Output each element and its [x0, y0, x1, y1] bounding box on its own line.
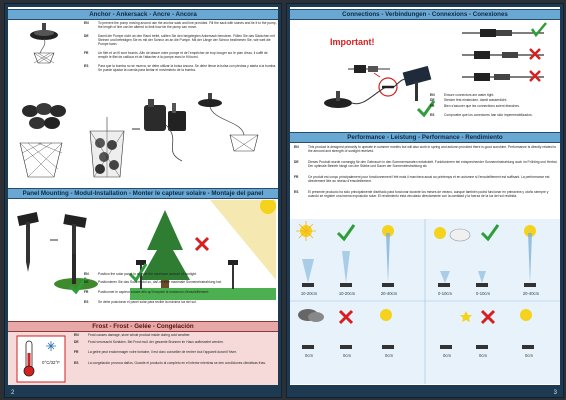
anchor-pump-illustration: [14, 23, 76, 65]
left-page-inner: [8, 7, 278, 385]
anchor-text-de: DE Damit die Pumpe nicht an den Rand treibt, sollten Sie den beigelegten Ankersack benutzen. Füllen Sie das Säckchen mit Steinen und befestigen Sie es mit der Schnur an an die Pumpe. Mit der Länge der Schnur bestimmen Sie, wie weit die Pumpe kann.: [84, 34, 275, 46]
height-label-6: 20-40cm: [522, 291, 540, 296]
thermometer-label: 0°C/32°F: [42, 360, 60, 365]
height-label-11: 0cm: [479, 353, 487, 358]
height-label-7: 0cm: [305, 353, 313, 358]
performance-text-en: EN This product is designed primarily to operate in summer months but will also work in spring and autumn provided there is good sunshine. Performance is directly related to the amount and strength of sunlight received.: [294, 145, 557, 153]
connections-text-en: EN Ensure connectors are water tight.: [430, 93, 495, 97]
height-label-1: 10-20cm: [300, 291, 318, 296]
important-label: Important!: [330, 37, 375, 47]
height-label-4: 0-10cm: [438, 291, 452, 296]
frost-text-fr: FR La gelée peut endommager votre fontaine, il est donc conseiller de rentrer tout l'appareil durant l'hiver.: [74, 350, 237, 354]
height-label-5: 0-10cm: [476, 291, 490, 296]
performance-text-es: ES El presente producto ha sido principalmente diseñado para funcionar durante los meses de verano, aunque también podrá funcionar en primavera y otoño siempre y cuando se registre una buena exposición solar. El rendimiento está vinculado directamente con la cantidad y la fuerza de la luz del sol recibida.: [294, 190, 549, 198]
connector-wrong-2: [462, 71, 544, 81]
connector-wrong-1: [462, 49, 544, 59]
anchor-text-fr: FR Un filet et un fil sont fournis. Afin de laisser votre pompe et de l'empêcher de trop bouger sur le plan d'eau, il suffit de remplir le filet de cailloux et de l'attacher à la pompe avec le fil fourni.: [84, 51, 268, 59]
frost-text-en: EN Frost causes damage, store whole product inside during cold weather.: [74, 333, 191, 337]
height-label-3: 20-40cm: [380, 291, 398, 296]
height-label-9: 0cm: [385, 353, 393, 358]
frost-text-es: ES La congelación provoca daños. Guarde el producto al completo en el interior mientras se den condiciones climáticas frías.: [74, 361, 266, 365]
panel-text-en: EN Position the solar panel to receive the maximum amount of sunlight.: [84, 272, 197, 276]
right-page: [286, 3, 564, 398]
left-page: [4, 3, 282, 398]
connections-text-fr: FR Bien s'assurer que les connections soient étanches.: [430, 104, 520, 108]
frost-text-de: DE Frost verursacht Schäden. Bei Frost muß der gesamte Brunnen im Haus aufbewahrt werden.: [74, 340, 224, 344]
performance-section-title: Performance - Leistung - Performance - Rendimiento: [290, 132, 560, 143]
height-label-12: 0cm: [525, 353, 533, 358]
performance-text-fr: FR Ce produit est conçu principalement pour fonctionnement l'été mais il marchera aussi au printemps et en automne si l'ensoleillement est suffisant. La performance est directement liée au niveau d'ensoleillement.: [294, 175, 550, 183]
connections-text-es: ES Compruebe que los conectores han sido impermeabilizados.: [430, 113, 533, 117]
anchor-text-es: ES Para que la bomba no se mueva, se debe utilizar la bolsa áncora. Se debe llenar la bolsa con piedras y atarla a la bomba. Se puede ajustar la cuerda para limitar el movimiento de la bomba.: [84, 64, 277, 72]
right-page-inner: [290, 7, 560, 385]
thermometer-icon: [16, 335, 66, 383]
panel-text-es: ES Se debe posicionar el panel solar para recibir la máxima luz del sol.: [84, 300, 197, 304]
connector-correct: [462, 23, 546, 37]
frost-section-title: Frost - Frost - Gelée - Congelación: [8, 321, 278, 332]
panel-section-title: Panel Mounting - Modul-Installation - Monter le capteur solaire - Montaje del panel: [8, 188, 278, 199]
performance-grid: [290, 219, 560, 384]
anchor-sack-illustration: [12, 81, 276, 185]
height-label-8: 0cm: [343, 353, 351, 358]
panel-text-de: DE Positionieren Sie das Solarmodul so, daß es eine maximale Sonneneinstrahlung hat.: [84, 280, 222, 284]
performance-text-de: DE Dieses Produkt wurde vorrangig für den Gebrauch in den Sommermonaten entwickelt. Funktionieren bei entsprechender Sonneneinstrahlung auch im Frühling und Herbst. Der optimale Betrieb hängt von der Stärke und Dauer der Sonneneinstrahlung ab.: [294, 160, 558, 168]
height-label-10: 0cm: [443, 353, 451, 358]
height-label-2: 10-20cm: [338, 291, 356, 296]
panel-text-fr: FR Positionner le capteur solaire afin qu'il reçoive le maximum d'ensoleillement.: [84, 290, 210, 294]
page-number-right: 3: [553, 390, 557, 396]
connections-text-de: DE Stecker fest einstecken, damit wasserdicht.: [430, 98, 508, 102]
anchor-text-en: EN To prevent the pump moving around use the anchor sack and line provided. Fill the sack with stones and tie it to the pump, the length of line can be altered to limit how far the pump can move.: [84, 21, 277, 29]
page-number-left: 2: [11, 390, 15, 396]
connections-section-title: Connections - Verbindungen - Connexions - Conexiones: [290, 9, 560, 20]
anchor-section-title: Anchor - Ankersack - Ancre - Ancora: [8, 9, 278, 20]
